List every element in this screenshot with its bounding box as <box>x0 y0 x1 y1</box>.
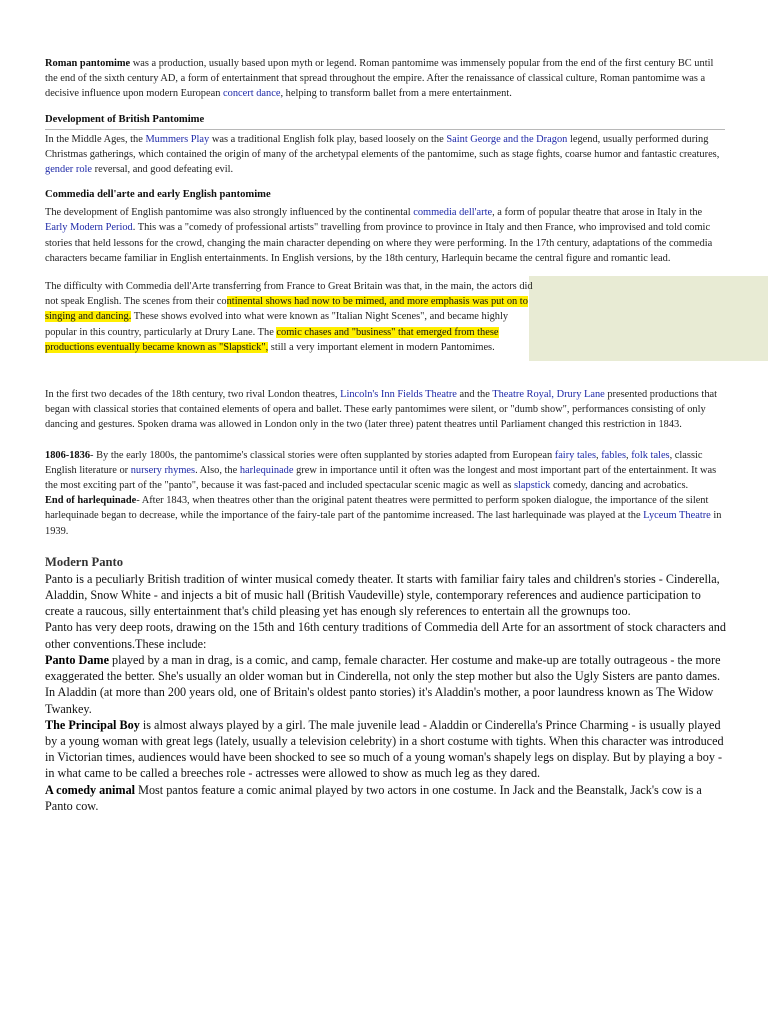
modern-intro: Panto is a peculiarly British tradition of winter musical comedy theater. It starts with familiar fairy tales and children's stories - Cinderella, Aladdin, Snow White - and injects a bit of music hall (British Vaudeville) style, contemporary references and audience participation to create a raucous, silly entertainment that's child pleasing yet has enough sly references to entertain all the grownups too. <box>45 571 720 619</box>
commedia-heading: Commedia dell'arte and early English pantomime <box>45 189 271 201</box>
link-nursery-rhymes[interactable]: nursery rhymes <box>130 464 196 476</box>
link-fables[interactable]: fables <box>601 449 627 461</box>
link-mummers-play[interactable]: Mummers Play <box>145 133 210 145</box>
article-body <box>45 56 727 814</box>
callout-paragraph: The difficulty with Commedia dell'Arte transferring from France to Great Britain was that, in the main, the actors did not speak English. The scenes from their continental shows had now to be mimed, and more emphasis was put on to singing and dancing. These shows evolved into what were known as "Italian Night Scenes", and became highly popular in this country, particularly at Drury Lane. The comic chases and "business" that emerged from these productions eventually became known as "Slapstick", still a very important element in modern Pantomimes. <box>45 281 533 353</box>
link-lincolns-inn[interactable]: Lincoln's Inn Fields Theatre <box>340 389 457 401</box>
endharl-paragraph: End of harlequinade- After 1843, when theatres other than the original patent theatres were permitted to perform spoken dialogue, the importance of the silent harlequinade began to decrease, while the importance of the fairy-tale part of the pantomime increased. The last harlequinade was played at the Lyceum Theatre in 1939. <box>45 495 722 537</box>
british-heading: Development of British Pantomime <box>45 113 205 125</box>
principal-boy-term: The Principal Boy <box>45 717 140 732</box>
british-heading-wrap <box>45 112 725 130</box>
link-commedia[interactable]: commedia dell'arte <box>413 207 493 219</box>
comedy-animal-paragraph: A comedy animal Most pantos feature a comic animal played by two actors in one costume. In Jack and the Beanstalk, Jack's cow is a Panto cow. <box>45 782 702 813</box>
panto-dame-paragraph: Panto Dame played by a man in drag, is a comic, and camp, female character. Her costume and make-up are totally outrageous - the more exaggerated the better. She's usually an older woman but in Cinderella, not only the step mother but also the Ugly Sisters are panto dames. In Aladdin (at more than 200 years old, one of Britain's oldest panto stories) it's Aladdin's mother, a poor laundress known as The Widow Twankey. <box>45 652 721 716</box>
eighteenth-paragraph: In the first two decades of the 18th century, two rival London theatres, Lincoln's Inn Fields Theatre and the Theatre Royal, Drury Lane presented productions that began with classical stories that contained elements of opera and ballet. These early pantomimes were silent, or "dumb show", performances consisting of only dancing and gestures. Spoken drama was allowed in London only in the two (later three) patent theatres until Parliament changed this restriction in 1843. <box>45 389 718 431</box>
highlight-slapstick: comic chases and "business" that emerged from these productions eventually became known as "Slapstick", <box>45 326 499 353</box>
link-concert-dance[interactable]: concert dance <box>223 88 281 100</box>
commedia-paragraph: The development of English pantomime was also strongly influenced by the continental commedia dell'arte, a form of popular theatre that arose in Italy in the Early Modern Period. This was a "comedy of professional artists" travelling from province to province in Italy and then France, who improvised and told comic stories that held lessons for the crowd, changing the main character depending on where they were performing. In the 17th century, adaptations of the commedia characters became familiar in English entertainments. In English versions, by the 18th century, Harlequin became the central figure and romantic lead. <box>45 207 713 264</box>
link-harlequinade[interactable]: harlequinade <box>239 464 294 476</box>
link-gender-role[interactable]: gender role <box>45 164 93 176</box>
modern-heading: Modern Panto <box>45 554 124 569</box>
link-fairy-tales[interactable]: fairy tales <box>554 449 596 461</box>
endharl-term: End of harlequinade <box>45 495 137 507</box>
highlighted-callout <box>42 276 768 361</box>
principal-boy-paragraph: The Principal Boy is almost always played by a girl. The male juvenile lead - Aladdin or Cinderella's Prince Charming - is usually played by a young woman with great legs (lately, usually a television celebrity) in a short costume with tights. When this character was introduced in Victorian times, audiences would have been shocked to see so much of a young woman's shapely legs on display. But by playing a boy - in what came to be called a breeches role - actresses were allowed to show as much leg as they dared. <box>45 717 724 781</box>
link-lyceum-theatre[interactable]: Lyceum Theatre <box>643 510 711 522</box>
comedy-animal-term: A comedy animal <box>45 782 136 797</box>
period-paragraph: 1806-1836- By the early 1800s, the pantomime's classical stories were often supplanted by stories adapted from European fairy tales, fables, folk tales, classic English literature or nursery rhymes. Also, the harlequinade grew in importance until it often was the longest and most important part of the entertainment. It was the most exciting part of the "panto", because it was fast-paced and included spectacular scenic magic as well as slapstick comedy, dancing and acrobatics. <box>45 449 717 492</box>
panto-dame-term: Panto Dame <box>45 652 109 667</box>
link-theatre-royal[interactable]: Theatre Royal, Drury Lane <box>492 389 605 401</box>
link-early-modern-period[interactable]: Early Modern Period <box>45 222 133 234</box>
british-paragraph: In the Middle Ages, the Mummers Play was a traditional English folk play, based loosely on the Saint George and the Dragon legend, usually performed during Christmas gatherings, which contained the origin of many of the archetypal elements of the pantomime, such as stage fights, coarse humor and fantastic creatures, gender role reversal, and good defeating evil. <box>45 133 720 176</box>
link-folk-tales[interactable]: folk tales <box>631 449 670 461</box>
roman-term: Roman pantomime <box>45 58 131 69</box>
link-slapstick[interactable]: slapstick <box>513 480 551 492</box>
link-saint-george[interactable]: Saint George and the Dragon <box>446 133 568 145</box>
highlight-mimed: ntinental shows had now to be mimed, and more emphasis was put on to singing and dancing. <box>45 296 528 323</box>
roman-paragraph: Roman pantomime was a production, usually based upon myth or legend. Roman pantomime was immensely popular from the end of the first century BC until the end of the sixth century AD, a form of entertainment that spread throughout the empire. After the renaissance of classical culture, Roman pantomime was a decisive influence upon modern European concert dance, helping to transform ballet from a mere entertainment. <box>45 58 714 100</box>
modern-roots: Panto has very deep roots, drawing on the 15th and 16th century traditions of Commedia dell Arte for an assortment of stock characters and other conventions.These include: <box>45 620 726 651</box>
period-term: 1806-1836 <box>45 449 91 461</box>
